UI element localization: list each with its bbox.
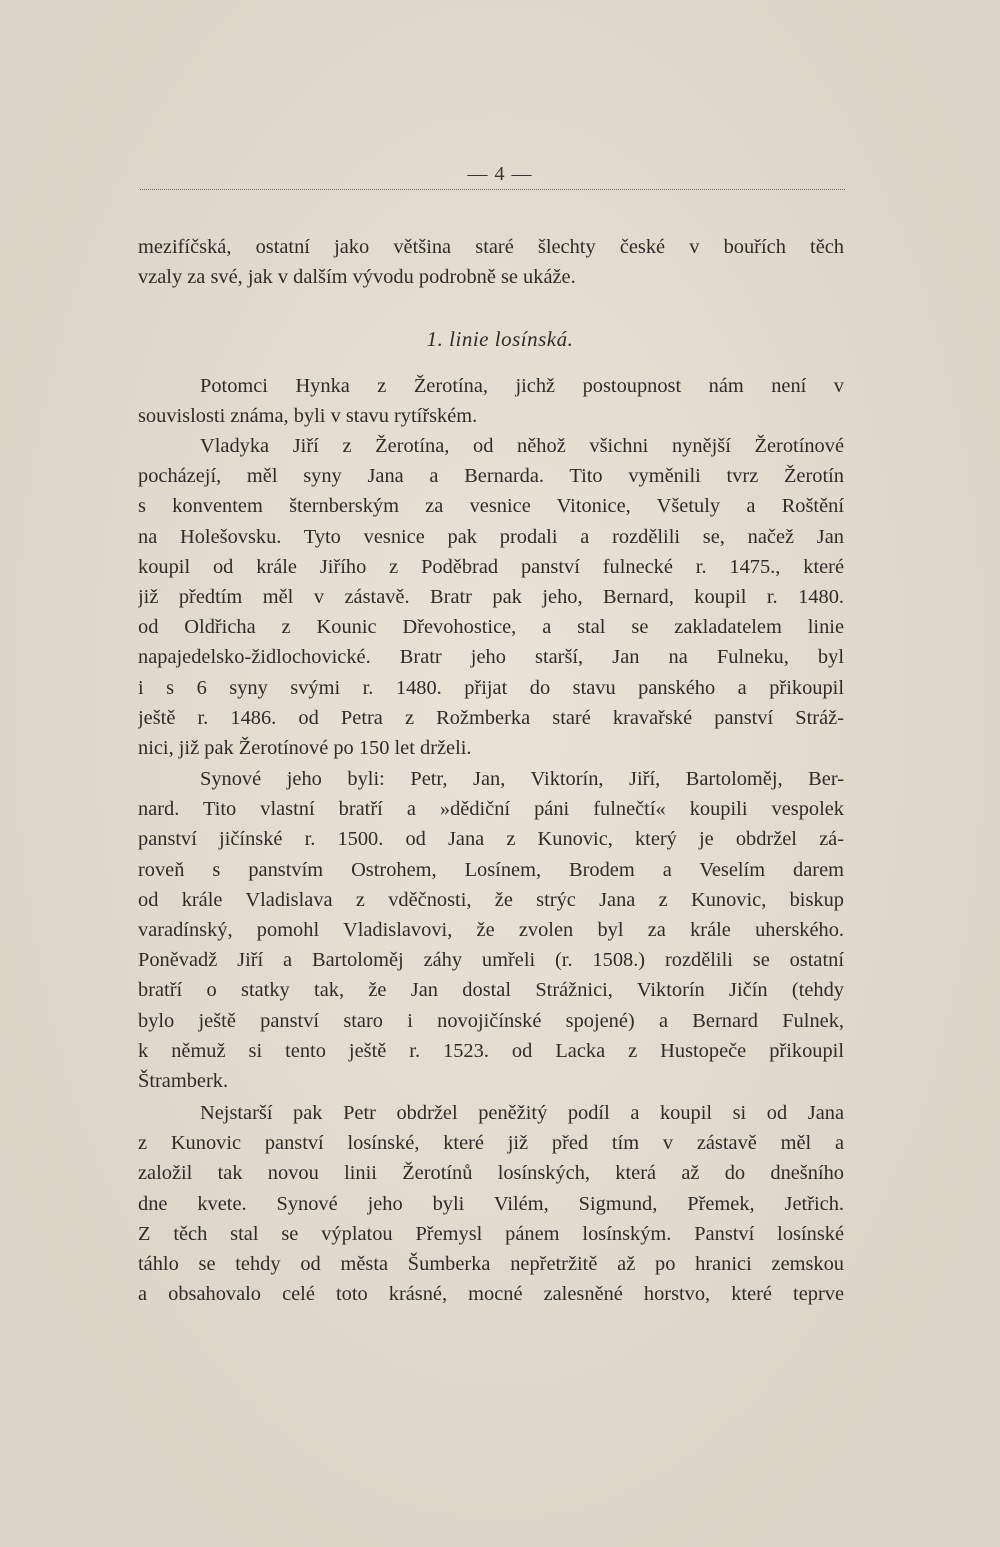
text-line: z Kunovic panství losínské, které již před tím v zástavě měl a — [138, 1132, 844, 1155]
header-rule — [140, 189, 845, 190]
text-line: roveň s panstvím Ostrohem, Losínem, Brodem a Veselím darem — [138, 858, 844, 881]
page-number: — 4 — — [467, 163, 533, 185]
text-line: Štramberk. — [138, 1069, 229, 1092]
section-heading: 1. linie losínská. — [426, 327, 574, 351]
text-line: bylo ještě panství staro i novojičínské spojené) a Bernard Fulnek, — [138, 1009, 844, 1032]
text-line: napajedelsko-židlochovické. Bratr jeho starší, Jan na Fulneku, byl — [138, 646, 844, 669]
text-line: bratří o statky tak, že Jan dostal Strážnici, Viktorín Jičín (tehdy — [138, 979, 844, 1002]
text-line: Nejstarší pak Petr obdržel peněžitý podíl a koupil si od Jana — [200, 1102, 844, 1124]
text-line: souvislosti známa, byli v stavu rytířském. — [138, 405, 478, 428]
text-line: s konventem šternberským za vesnice Vitonice, Všetuly a Roštění — [138, 495, 844, 518]
paragraph-3 — [138, 764, 844, 1096]
intro-paragraph — [138, 232, 844, 292]
text-line: ještě r. 1486. od Petra z Rožmberka staré kravařské panství Stráž- — [138, 706, 844, 729]
text-line: na Holešovsku. Tyto vesnice pak prodali a rozdělili se, načež Jan — [138, 525, 844, 548]
text-line: k němuž si tento ještě r. 1523. od Lacka z Hustopeče přikoupil — [138, 1039, 844, 1062]
text-line: mezifíčská, ostatní jako většina staré šlechty české v bouřích těch — [138, 236, 844, 258]
text-line: i s 6 syny svými r. 1480. přijat do stavu panského a přikoupil — [138, 676, 844, 699]
text-line: Poněvadž Jiří a Bartoloměj záhy umřeli (r. 1508.) rozdělili se ostatní — [138, 949, 844, 972]
paragraph-4 — [138, 1098, 844, 1309]
paragraph-2 — [138, 431, 844, 763]
text-line: pocházejí, měl syny Jana a Bernarda. Tito vyměnili tvrz Žerotín — [138, 465, 844, 488]
text-line: Vladyka Jiří z Žerotína, od něhož všichni nynější Žerotínové — [200, 435, 844, 457]
text-line: nici, již pak Žerotínové po 150 let drželi. — [138, 736, 472, 759]
text-line: Synové jeho byli: Petr, Jan, Viktorín, Jiří, Bartoloměj, Ber- — [200, 768, 844, 790]
text-line: Z těch stal se výplatou Přemysl pánem losínským. Panství losínské — [138, 1222, 844, 1245]
text-line: od krále Vladislava z vděčnosti, že strýc Jana z Kunovic, biskup — [138, 888, 844, 911]
text-line: již předtím měl v zástavě. Bratr pak jeho, Bernard, koupil r. 1480. — [138, 585, 844, 608]
paragraph-1 — [138, 371, 844, 431]
text-line: táhlo se tehdy od města Šumberka nepřetržitě až po hranici zemskou — [138, 1252, 844, 1275]
text-line: a obsahovalo celé toto krásné, mocné zalesněné horstvo, které teprve — [138, 1283, 844, 1306]
text-line: varadínský, pomohl Vladislavovi, že zvolen byl za krále uherského. — [138, 918, 844, 941]
text-line: panství jičínské r. 1500. od Jana z Kunovic, který je obdržel zá- — [138, 828, 844, 851]
text-line: od Oldřicha z Kounic Dřevohostice, a stal se zakladatelem linie — [138, 616, 844, 639]
text-line: nard. Tito vlastní bratří a »dědiční páni fulnečtí« koupili vespolek — [138, 798, 844, 821]
text-line: vzaly za své, jak v dalším vývodu podrobně se ukáže. — [138, 266, 576, 289]
text-line: založil tak novou linii Žerotínů losínských, která až do dnešního — [138, 1162, 844, 1185]
text-line: Potomci Hynka z Žerotína, jichž postoupnost nám není v — [200, 375, 844, 397]
text-line: koupil od krále Jiřího z Poděbrad panství fulnecké r. 1475., které — [138, 555, 844, 578]
text-line: dne kvete. Synové jeho byli Vilém, Sigmund, Přemek, Jetřich. — [138, 1192, 844, 1215]
